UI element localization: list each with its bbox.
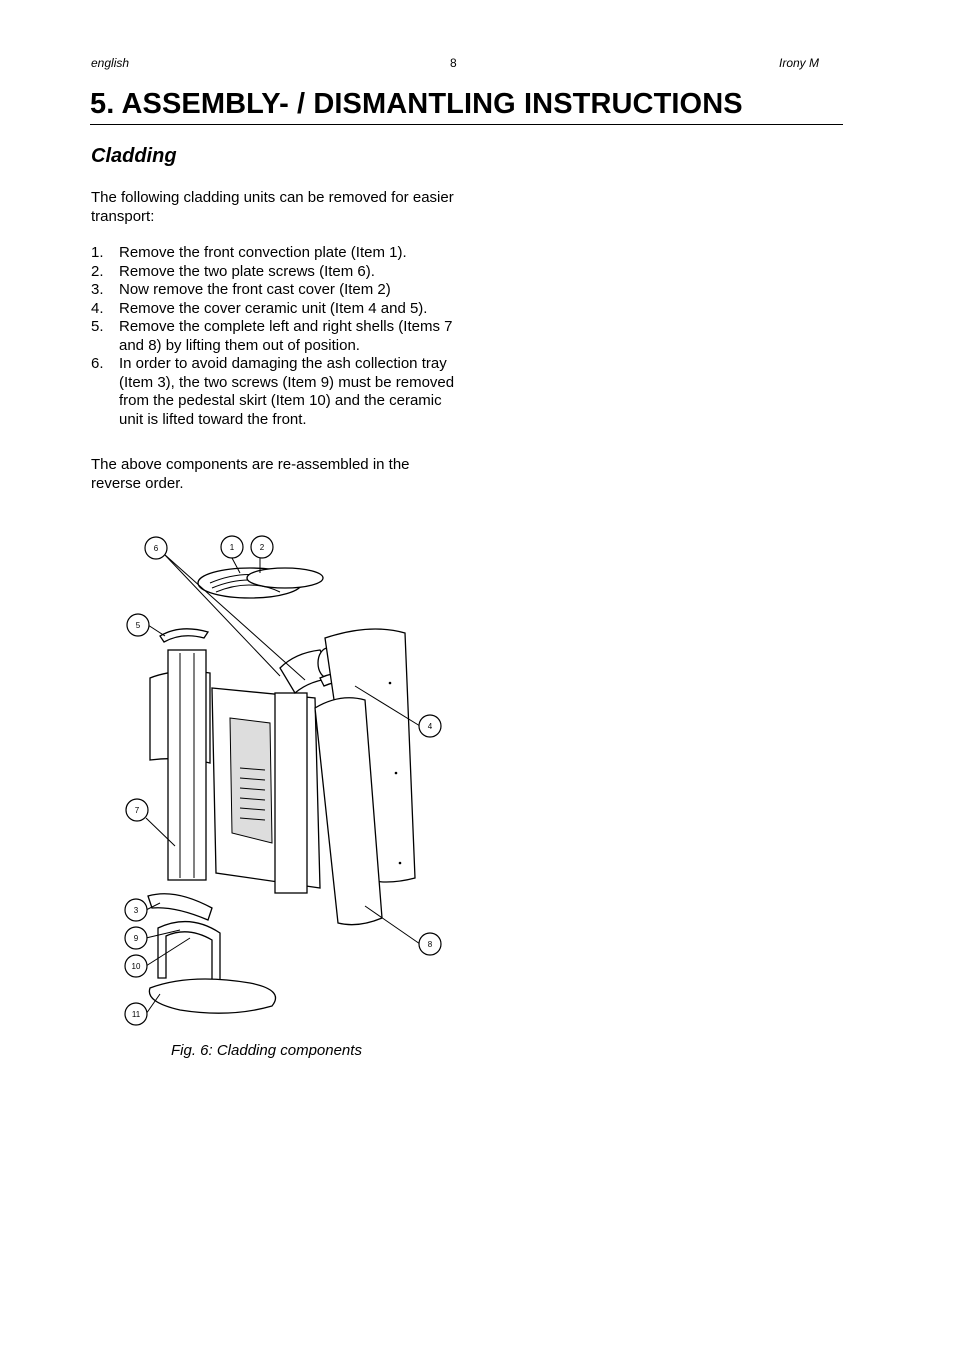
callout-8 [419,933,441,955]
list-item [91,355,466,429]
ceramic-top-part [160,629,208,642]
step-number: 6. [91,355,104,372]
callout-2 [251,536,273,558]
svg-text:6: 6 [153,544,159,553]
svg-text:1: 1 [229,543,235,552]
base-plate-part [149,979,275,1013]
firebox-part [230,718,272,843]
svg-text:5: 5 [135,621,141,630]
header-language: english [91,56,130,70]
svg-text:3: 3 [133,906,139,915]
list-item [91,281,466,300]
section-title: Cladding [91,145,177,167]
exploded-view-drawing [120,528,460,1028]
step-number: 4. [91,299,104,317]
left-frame-part [168,650,206,880]
list-item [91,263,466,282]
step-number: 2. [91,262,104,280]
outro-paragraph: The above components are re-assembled in the reverse order. [91,456,410,492]
step-text: In order to avoid damaging the ash collection tray (Item 3), the two screws (Item 9) must be removed from the pedestal skirt (Item 10) and the ceramic unit is lifted toward the front. [119,355,455,428]
step-text: Remove the cover ceramic unit (Item 4 and 5). [119,299,428,317]
svg-text:10: 10 [131,962,141,971]
callout-9 [125,927,147,949]
svg-text:8: 8 [427,940,433,949]
step-text: Remove the two plate screws (Item 6). [119,262,375,280]
shell-fixing-point [399,862,402,865]
cast-cover-part [247,568,323,588]
shell-fixing-point [395,772,398,775]
header-page-number: 8 [450,56,457,70]
callout-4 [419,715,441,737]
svg-text:2: 2 [259,543,265,552]
callout-10 [125,955,147,977]
callout-11 [125,1003,147,1025]
callout-5 [127,614,149,636]
header-product: Irony M [778,56,819,70]
step-number: 3. [91,281,104,298]
svg-text:9: 9 [133,934,139,943]
intro-paragraph: The following cladding units can be removed for easier transport: [91,189,454,225]
step-number: 1. [91,244,104,261]
svg-text:11: 11 [131,1010,141,1019]
callout-3 [125,899,147,921]
step-number: 5. [91,318,104,335]
step-text: Remove the front convection plate (Item 1). [119,244,407,261]
page-title: 5. ASSEMBLY- / DISMANTLING INSTRUCTIONS [90,88,843,125]
svg-text:4: 4 [427,722,433,731]
callout-1 [221,536,243,558]
figure-caption: Fig. 6: Cladding components [171,1042,362,1059]
step-text: Remove the complete left and right shells (Items 7 and 8) by lifting them out of position. [119,318,453,354]
ash-tray-part [148,894,212,920]
steps-list [91,244,466,429]
callout-7 [126,799,148,821]
callout-6 [145,537,167,559]
list-item [91,300,466,319]
shell-fixing-point [389,682,392,685]
list-item [91,318,466,355]
svg-text:7: 7 [134,806,140,815]
door-frame-part [275,693,307,893]
list-item [91,244,466,263]
step-text: Now remove the front cast cover (Item 2) [119,281,391,298]
